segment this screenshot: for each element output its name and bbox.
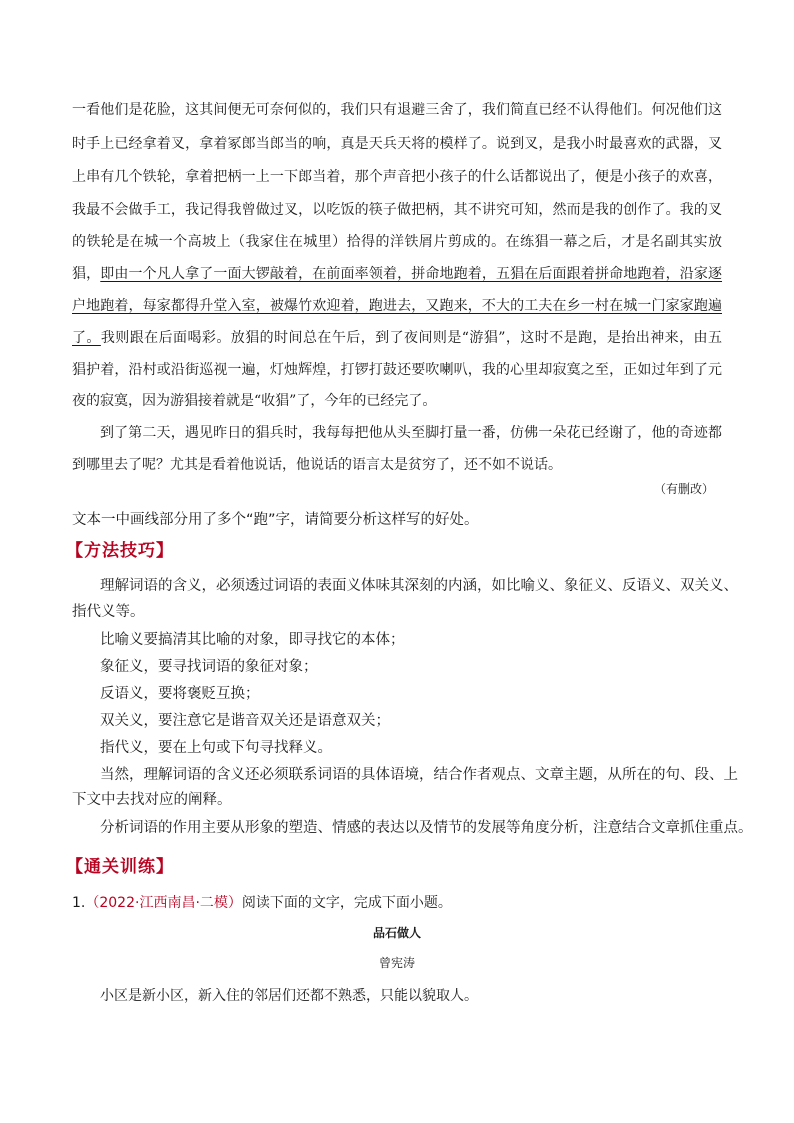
passage-line: 夜的寂寞，因为游猖接着就是“收猖”了，今年的已经完了。 (72, 393, 437, 409)
passage-line: 猖护着，沿村或沿街巡视一遍，灯烛辉煌，打锣打鼓还要吹喇叭，我的心里却寂寞之至，正如过年到了元 (72, 362, 722, 378)
passage-line: 上串有几个铁轮，拿着把柄一上一下郎当着，那个声音把小孩子的什么话都说出了，便是小孩子的欢喜， (72, 169, 722, 185)
method-paragraph: 指代义，要在上句或下句寻找释义。 (100, 740, 332, 756)
method-paragraph: 比喻义要搞清其比喻的对象，即寻找它的本体； (100, 632, 405, 648)
underlined-text: 即由一个凡人拿了一面大锣敲着，在前面率领着，拼命地跑着，五猖在后面跟着拼命地跑着，沿家逐 (100, 266, 723, 282)
method-paragraph: 理解词语的含义，必须透过词语的表面义体味其深刻的内涵，如比喻义、象征义、反语义、双关义、 (100, 578, 738, 594)
passage-paragraph-line: 到了第二天，遇见昨日的猖兵时，我每每把他从头至脚打量一番，仿佛一朵花已经谢了，他的奇迹都 (100, 425, 722, 441)
method-paragraph: 反语义，要将褒贬互换； (100, 686, 260, 702)
question-instruction: 阅读下面的文字，完成下面小题。 (241, 895, 452, 911)
method-paragraph: 双关义，要注意它是谐音双关还是语意双关； (100, 713, 390, 729)
method-heading: 【方法技巧】 (66, 541, 174, 561)
line-suffix: 我则跟在后面喝彩。放猖的时间总在午后，到了夜间则是“游猖”，这时不是跑，是抬出神来，由五 (100, 330, 722, 346)
passage-line: 一看他们是花脸，这其间便无可奈何似的，我们只有退避三舍了，我们简直已经不认得他们。何况他们这 (72, 102, 722, 118)
method-paragraph: 当然，理解词语的含义还必须联系词语的具体语境，结合作者观点、文章主题，从所在的句、段、上 (100, 767, 738, 783)
passage-line: 时手上已经拿着叉，拿着冢郎当郎当的响，真是天兵天将的模样了。说到叉，是我小时最喜欢的武器，叉 (72, 136, 722, 152)
passage-paragraph-line: 到哪里去了呢？尤其是看着他说话，他说话的语言太是贫穷了，还不如不说话。 (72, 457, 562, 473)
question-number: 1. (72, 895, 86, 911)
underlined-passage-line (72, 328, 722, 348)
question-text: 文本一中画线部分用了多个“跑”字，请简要分析这样写的好处。 (72, 512, 479, 528)
passage-line: 的铁轮是在城一个高坡上（我家住在城里）拾得的洋铁屑片剪成的。在练猖一幕之后，才是名副其实放 (72, 234, 722, 250)
method-paragraph: 象征义，要寻找词语的象征对象； (100, 659, 318, 675)
article-first-line: 小区是新小区，新入住的邻居们还都不熟悉，只能以貌取人。 (100, 988, 478, 1004)
training-question (72, 892, 452, 912)
method-paragraph: 下文中去找对应的阐释。 (72, 792, 232, 808)
underlined-text: 了。 (72, 330, 101, 346)
article-author: 曾宪涛 (378, 956, 415, 970)
training-heading: 【通关训练】 (66, 857, 174, 877)
article-title: 品石做人 (372, 926, 421, 940)
underlined-passage-line (72, 296, 722, 316)
question-source: （2022·江西南昌·二模） (85, 895, 242, 911)
line-prefix: 猖， (72, 266, 101, 282)
underlined-text: 户地跑着，每家都得升堂入室，被爆竹欢迎着，跑进去，又跑来，不大的工夫在乡一村在城一门家家跑遍 (72, 298, 722, 314)
source-note: （有删改） (653, 482, 714, 496)
underlined-passage-line (72, 264, 722, 284)
method-paragraph: 指代义等。 (72, 604, 145, 620)
method-paragraph: 分析词语的作用主要从形象的塑造、情感的表达以及情节的发展等角度分析，注意结合文章抓住重点。 (100, 820, 753, 836)
passage-line: 我最不会做手工，我记得我曾做过叉，以吃饭的筷子做把柄，其不讲究可知，然而是我的创作了。我的叉 (72, 202, 722, 218)
